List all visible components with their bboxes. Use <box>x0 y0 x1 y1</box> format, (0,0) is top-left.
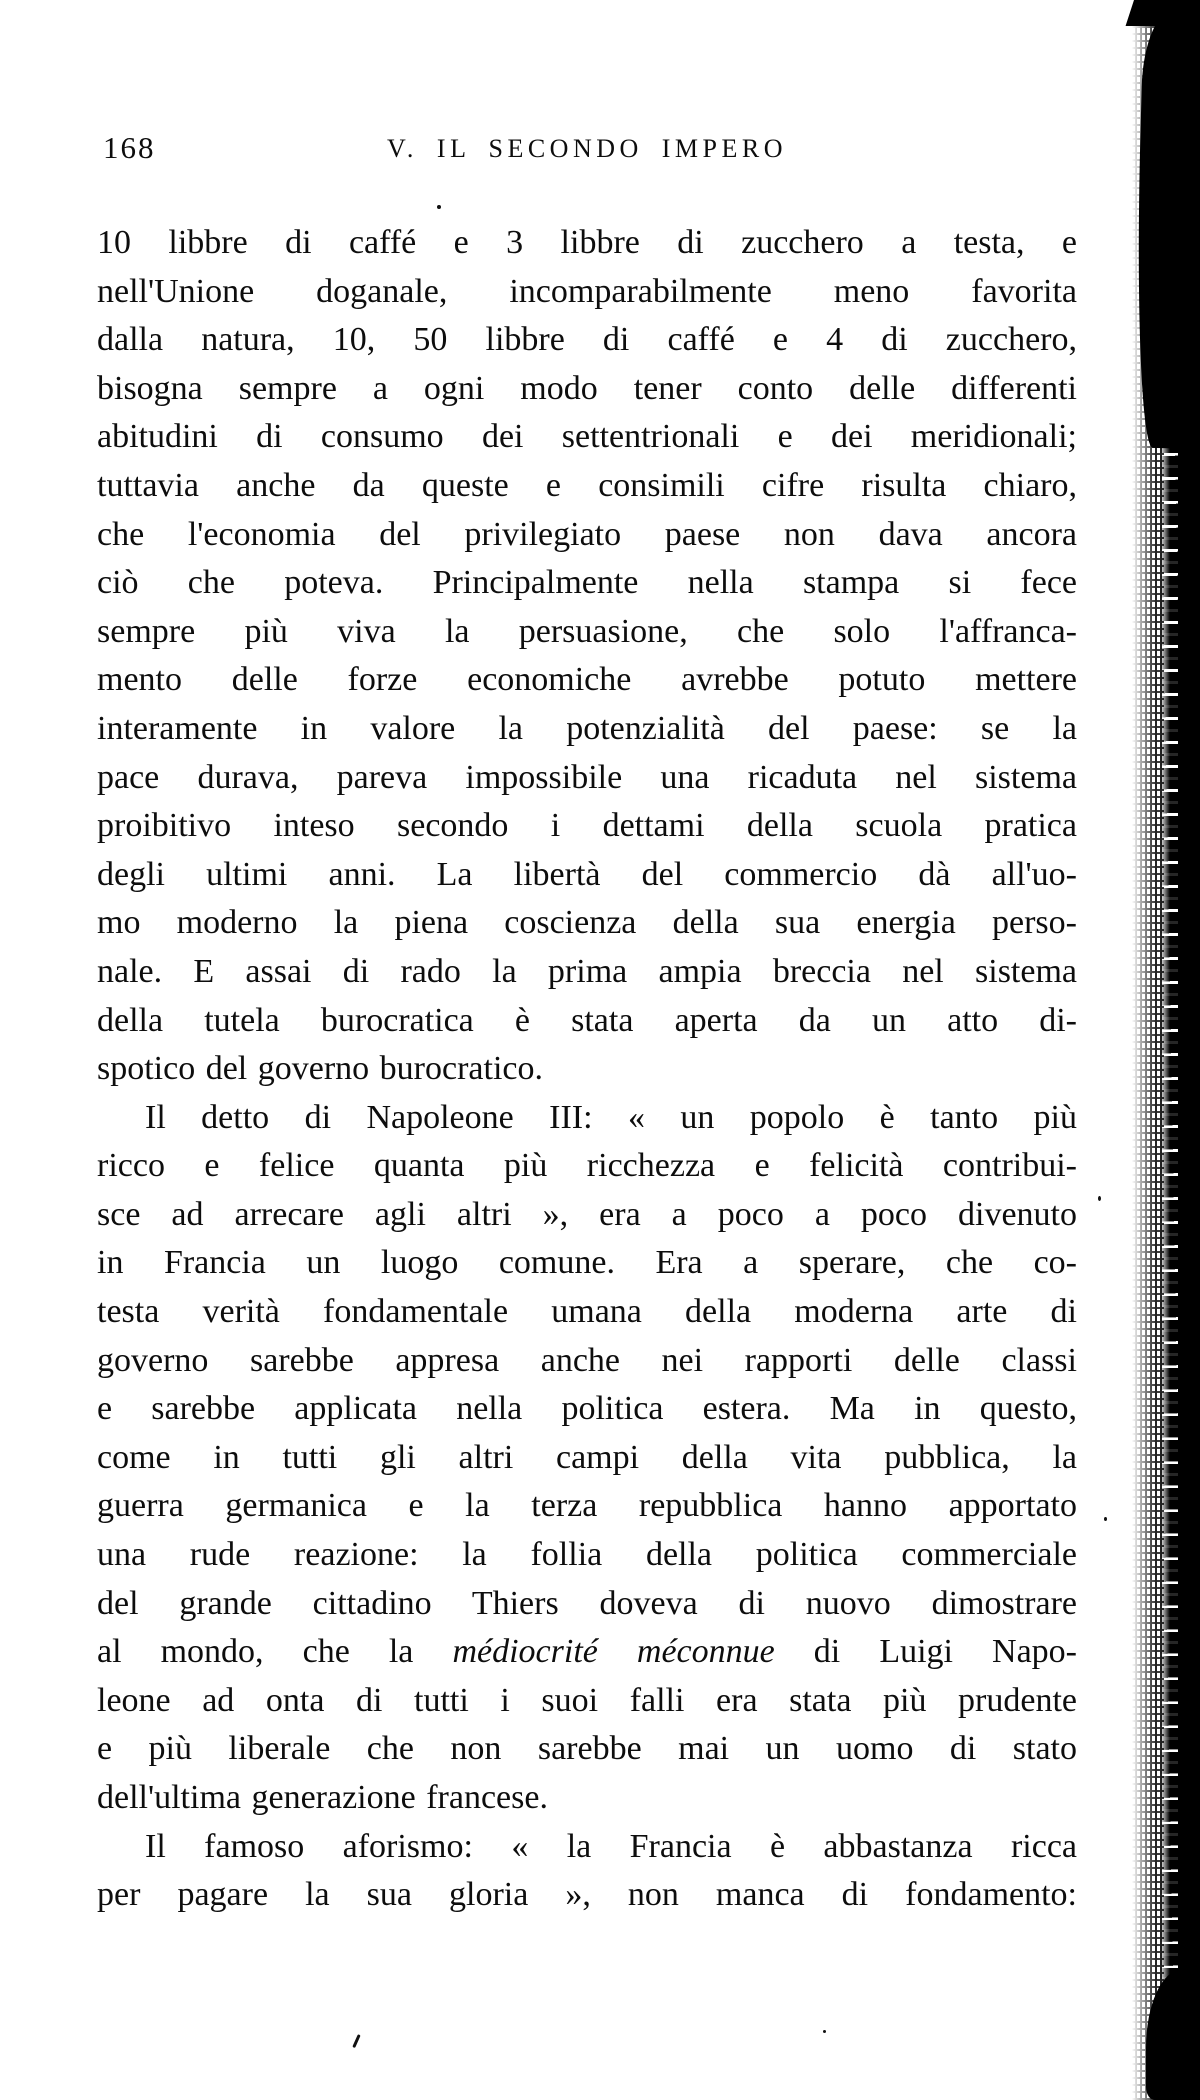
scan-speck <box>1104 1517 1107 1521</box>
text-line: una rude reazione: la follia della politica commerciale <box>97 1536 1077 1574</box>
text-line: in Francia un luogo comune. Era a sperare, che co- <box>97 1244 1077 1282</box>
text-line: della tutela burocratica è stata aperta da un atto di- <box>97 1001 1077 1039</box>
text-line: interamente in valore la potenzialità del paese: se la <box>97 709 1077 747</box>
scan-speck <box>352 2034 360 2048</box>
text-line: sempre più viva la persuasione, che solo l'affranca- <box>97 612 1077 650</box>
text-line: come in tutti gli altri campi della vita pubblica, la <box>97 1438 1077 1476</box>
scan-speck <box>1098 1196 1101 1201</box>
text-line: nale. E assai di rado la prima ampia breccia nel sistema <box>97 952 1077 990</box>
text-line: e più liberale che non sarebbe mai un uomo di stato <box>97 1730 1077 1768</box>
text-line: Il famoso aforismo: « la Francia è abbastanza ricca <box>145 1827 1077 1865</box>
text-line: nell'Unione doganale, incomparabilmente meno favorita <box>97 272 1077 310</box>
scan-speck <box>437 205 441 209</box>
text-line: del grande cittadino Thiers doveva di nuovo dimostrare <box>97 1584 1077 1622</box>
text-line: guerra germanica e la terza repubblica hanno apportato <box>97 1487 1077 1525</box>
text-line: mo moderno la piena coscienza della sua energia perso- <box>97 904 1077 942</box>
text-line: ricco e felice quanta più ricchezza e felicità contribui- <box>97 1147 1077 1185</box>
scan-gutter-ragged-edge <box>1160 0 1182 2100</box>
text-line: Il detto di Napoleone III: « un popolo è tanto più <box>145 1098 1077 1136</box>
text-line: pace durava, pareva impossibile una ricaduta nel sistema <box>97 758 1077 796</box>
page-number: 168 <box>103 130 156 165</box>
text-line: 10 libbre di caffé e 3 libbre di zucchero a testa, e <box>97 224 1077 261</box>
text-line: bisogna sempre a ogni modo tener conto delle differenti <box>97 369 1077 407</box>
text-line: e sarebbe applicata nella politica estera. Ma in questo, <box>97 1390 1077 1428</box>
scan-gutter-solid-edge <box>1178 0 1200 2100</box>
text-line: dalla natura, 10, 50 libbre di caffé e 4 di zucchero, <box>97 321 1077 359</box>
text-line: testa verità fondamentale umana della moderna arte di <box>97 1293 1077 1331</box>
scan-gutter-blob-bottom <box>1146 1970 1190 2100</box>
scan-speck <box>823 2030 826 2033</box>
scan-gutter-corner <box>1126 0 1200 26</box>
scan-gutter-artifact <box>1122 0 1200 2100</box>
text-line: mento delle forze economiche avrebbe potuto mettere <box>97 661 1077 699</box>
text-line: dell'ultima generazione francese. <box>97 1779 548 1816</box>
scan-gutter-speckle <box>1130 0 1164 2100</box>
text-line: abitudini di consumo dei settentrionali e dei meridionali; <box>97 418 1077 456</box>
text-line: tuttavia anche da queste e consimili cifre risulta chiaro, <box>97 466 1077 504</box>
text-line: spotico del governo burocratico. <box>97 1050 543 1088</box>
running-header-title: V. IL SECONDO IMPERO <box>386 134 788 163</box>
page-body <box>97 219 1077 1920</box>
text-line: proibitivo inteso secondo i dettami della scuola pratica <box>97 807 1077 845</box>
text-line: per pagare la sua gloria », non manca di fondamento: <box>97 1876 1077 1914</box>
text-line: sce ad arrecare agli altri », era a poco a poco divenuto <box>97 1195 1077 1233</box>
text-line: leone ad onta di tutti i suoi falli era stata più prudente <box>97 1681 1077 1719</box>
text-line: governo sarebbe appresa anche nei rapporti delle classi <box>97 1341 1077 1379</box>
text-line: ciò che poteva. Principalmente nella stampa si fece <box>97 564 1077 602</box>
text-line: che l'economia del privilegiato paese non dava ancora <box>97 515 1077 553</box>
scan-gutter-blob-top <box>1132 7 1190 448</box>
text-line: degli ultimi anni. La libertà del commercio dà all'uo- <box>97 855 1077 893</box>
text-line: al mondo, che la médiocrité méconnue di Luigi Napo- <box>97 1633 1078 1671</box>
